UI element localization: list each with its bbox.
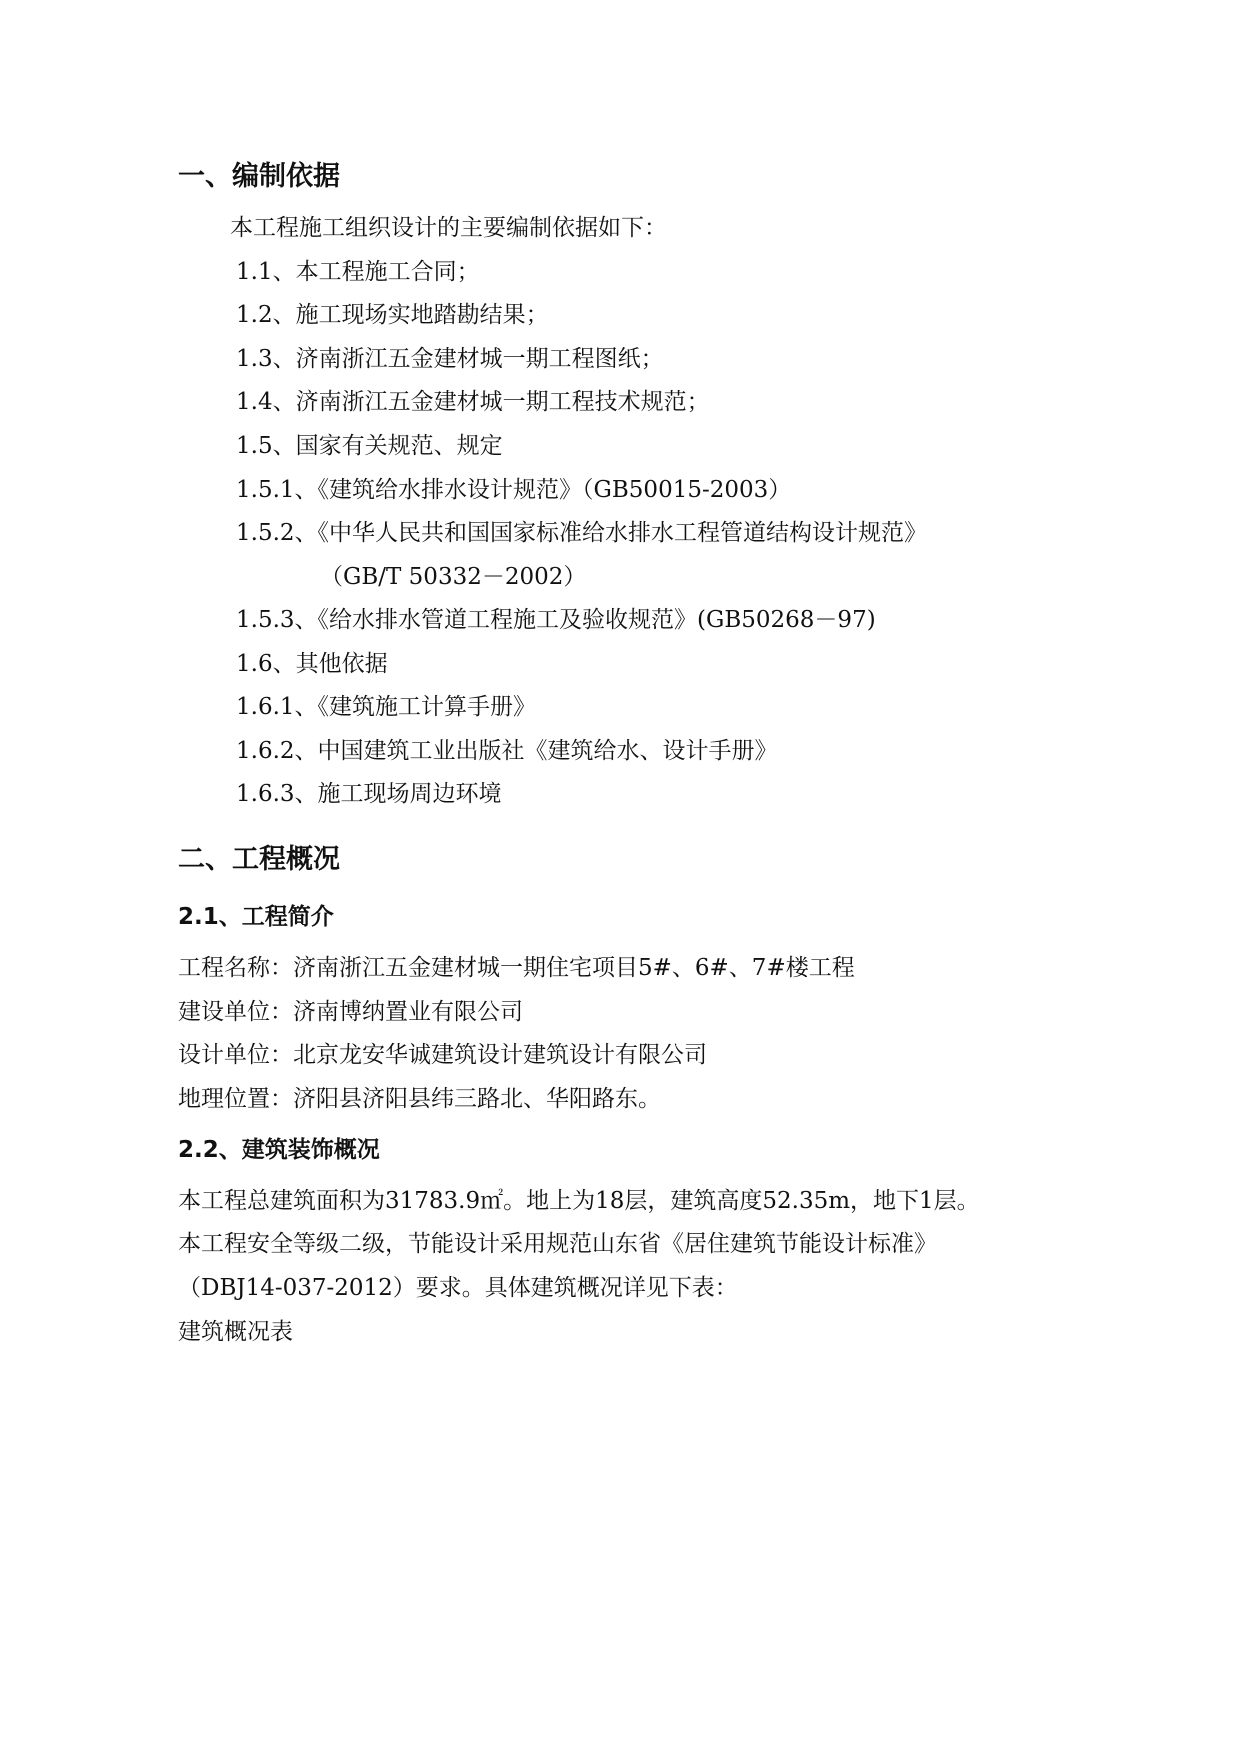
basis-item: 1.6、其他依据 <box>236 651 388 677</box>
basis-item: 1.5.3、《给水排水管道工程施工及验收规范》(GB50268－97) <box>236 607 876 633</box>
table-caption: 建筑概况表 <box>178 1319 293 1345</box>
basis-item: 1.3、济南浙江五金建材城一期工程图纸； <box>236 346 664 372</box>
basis-item: 1.2、施工现场实地踏勘结果； <box>236 302 549 328</box>
basis-item: 1.5.2、《中华人民共和国国家标准给水排水工程管道结构设计规范》 <box>236 520 928 546</box>
subsection-2-2-heading: 2.2、建筑装饰概况 <box>178 1137 380 1163</box>
subsection-2-1-heading: 2.1、工程简介 <box>178 904 334 930</box>
basis-item: 1.5.1、《建筑给水排水设计规范》（GB50015-2003） <box>236 477 792 503</box>
basis-item: 1.5、国家有关规范、规定 <box>236 433 503 459</box>
location: 地理位置：济阳县济阳县纬三路北、华阳路东。 <box>178 1086 661 1112</box>
basis-item: 1.6.3、施工现场周边环境 <box>236 781 502 807</box>
basis-item: 1.4、济南浙江五金建材城一期工程技术规范； <box>236 389 710 415</box>
section-1-heading: 一、编制依据 <box>178 161 340 192</box>
developer: 建设单位：济南博纳置业有限公司 <box>178 999 523 1025</box>
section-2-heading: 二、工程概况 <box>178 844 340 875</box>
basis-item: 1.6.1、《建筑施工计算手册》 <box>236 694 537 720</box>
basis-item: 1.6.2、中国建筑工业出版社《建筑给水、设计手册》 <box>236 738 778 764</box>
project-name: 工程名称：济南浙江五金建材城一期住宅项目5#、6#、7#楼工程 <box>178 955 855 981</box>
section-1-intro: 本工程施工组织设计的主要编制依据如下： <box>230 215 667 241</box>
basis-item-continuation: （GB/T 50332－2002） <box>320 564 587 590</box>
paragraph-line: 本工程总建筑面积为31783.9㎡。地上为18层，建筑高度52.35m，地下1层。 <box>178 1188 980 1214</box>
paragraph-line: 本工程安全等级二级，节能设计采用规范山东省《居住建筑节能设计标准》 <box>178 1231 937 1257</box>
paragraph-line: （DBJ14-037-2012）要求。具体建筑概况详见下表： <box>178 1275 738 1301</box>
design-unit: 设计单位：北京龙安华诚建筑设计建筑设计有限公司 <box>178 1042 707 1068</box>
basis-item: 1.1、本工程施工合同； <box>236 259 480 285</box>
